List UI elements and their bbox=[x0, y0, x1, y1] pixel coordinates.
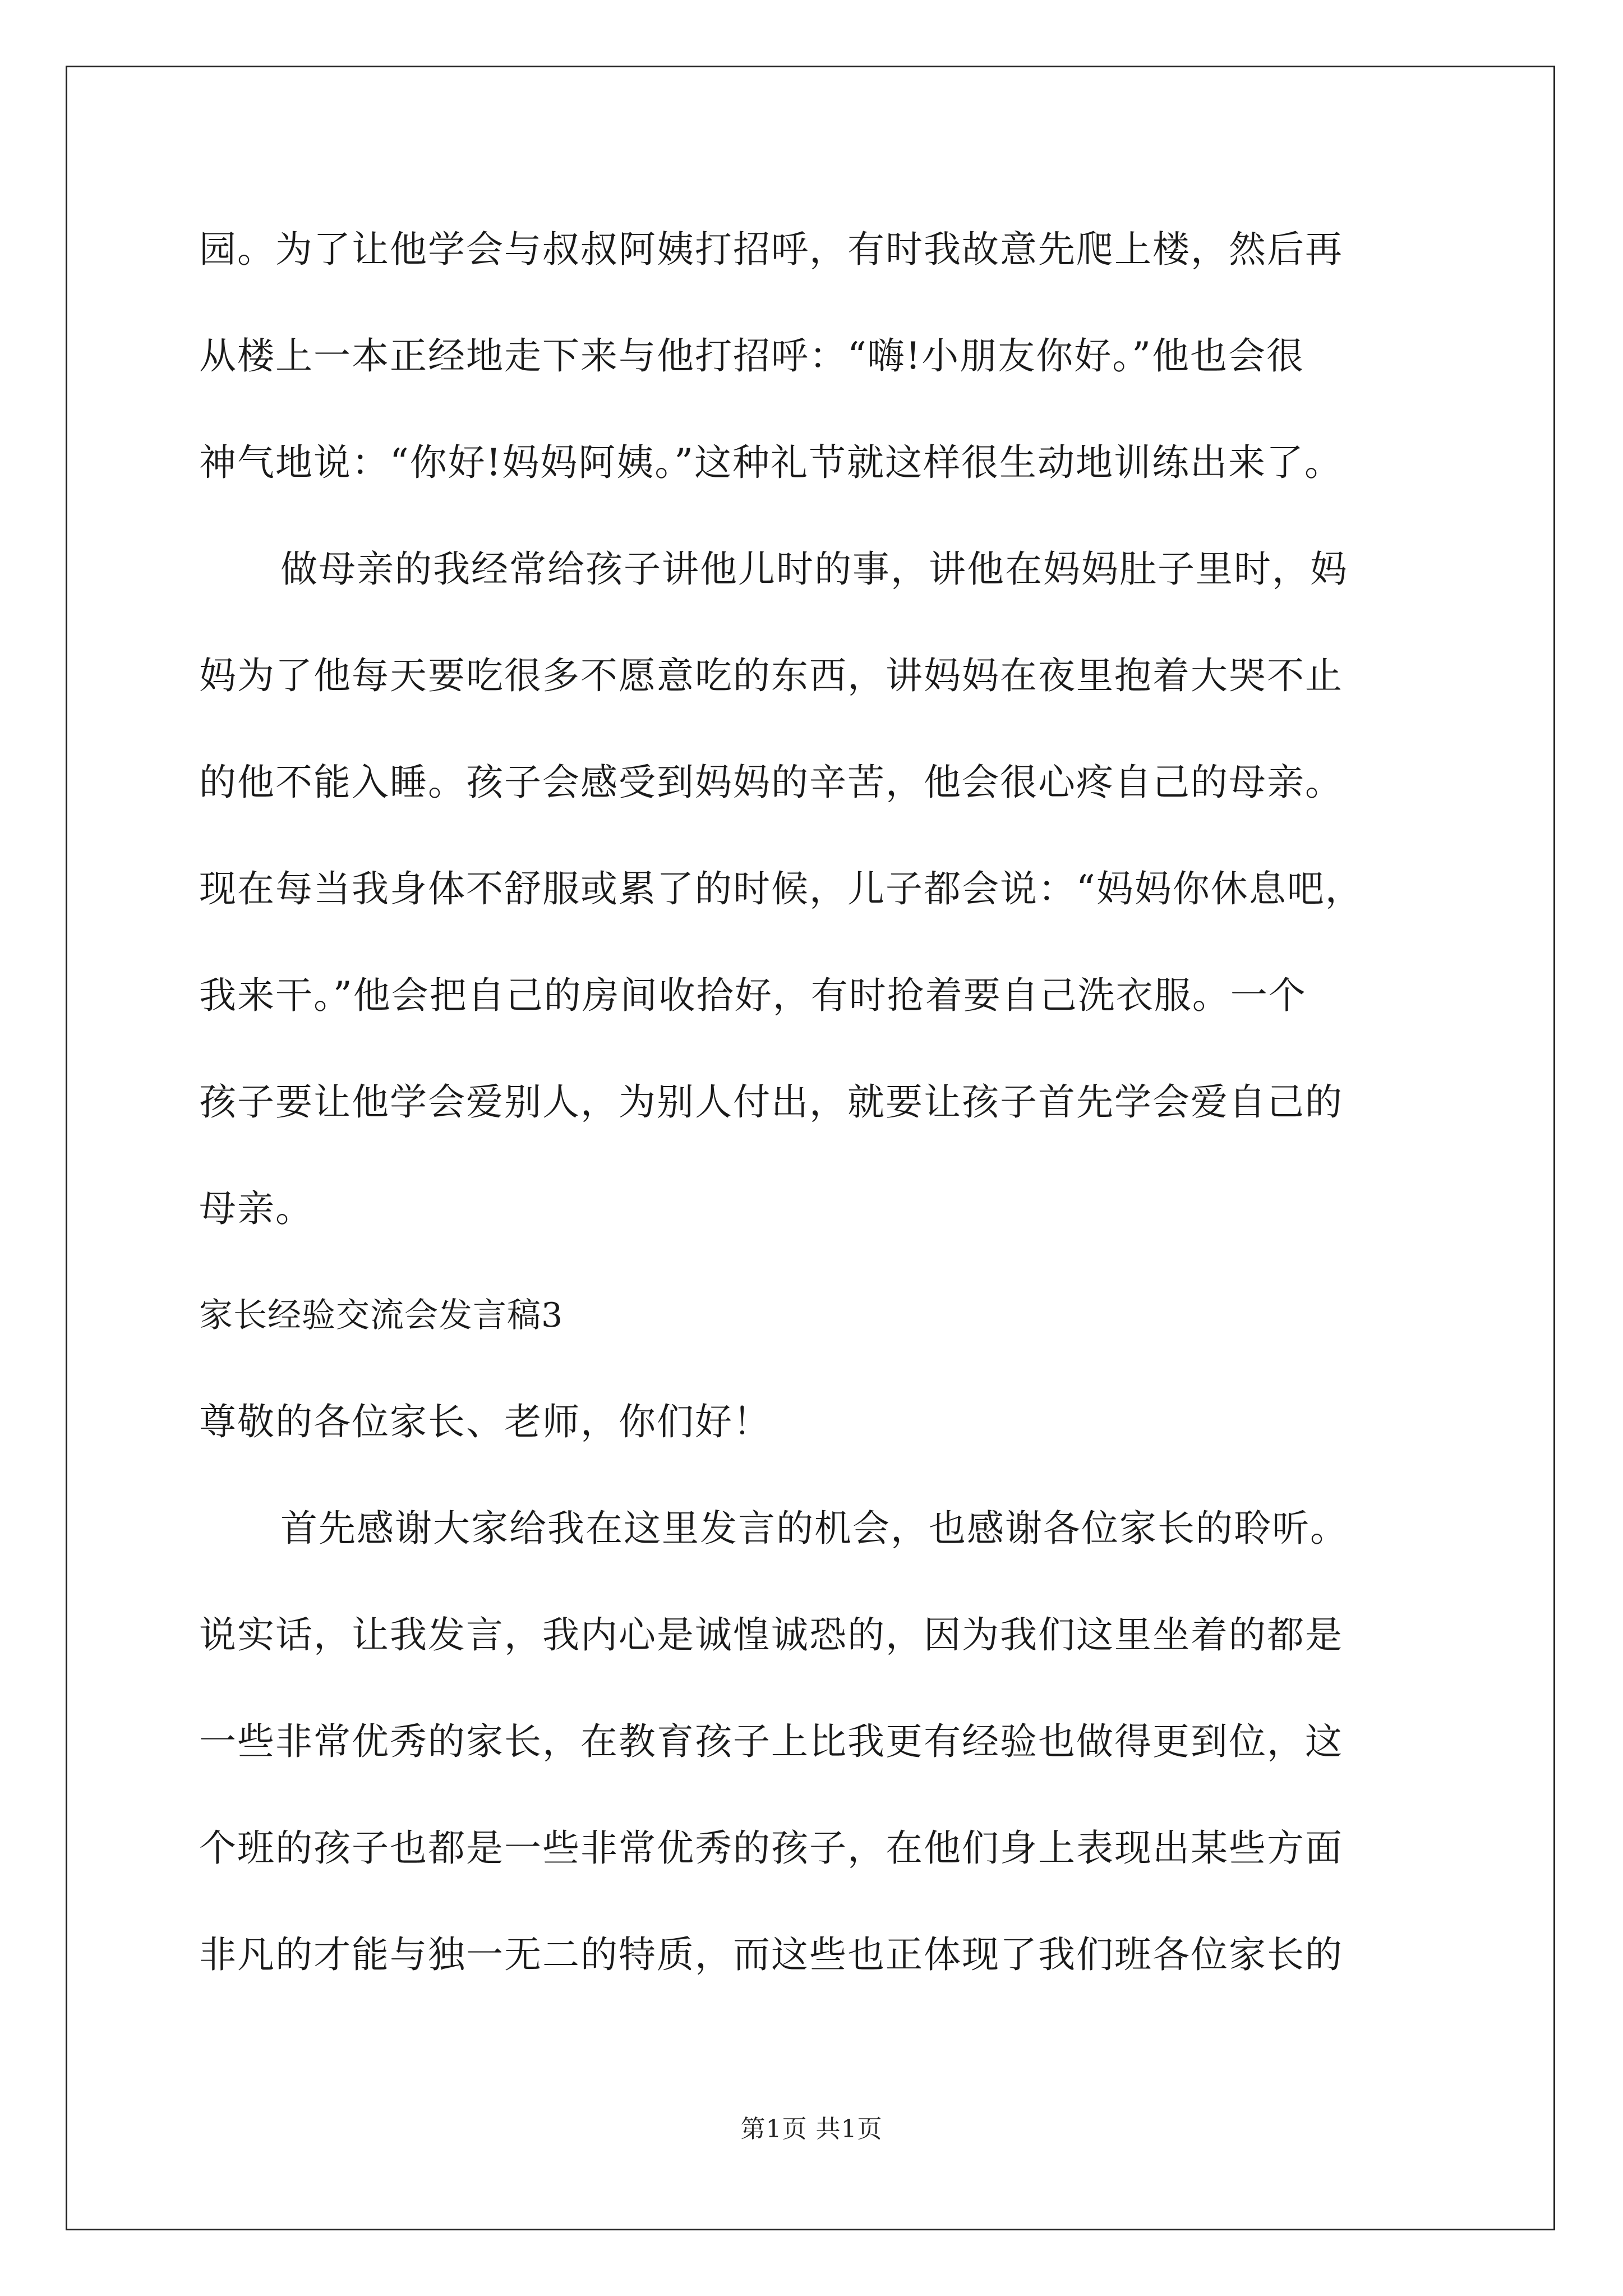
paragraph-line: 个班的孩子也都是一些非常优秀的孩子，在他们身上表现出某些方面 bbox=[199, 1826, 1343, 1870]
paragraph-line: 首先感谢大家给我在这里发言的机会，也感谢各位家长的聆听。 bbox=[280, 1507, 1348, 1550]
paragraph-line: 的他不能入睡。孩子会感受到妈妈的辛苦，他会很心疼自己的母亲。 bbox=[199, 761, 1343, 804]
paragraph-line: 孩子要让他学会爱别人，为别人付出，就要让孩子首先学会爱自己的 bbox=[199, 1080, 1343, 1124]
paragraph-line: 神气地说：“你好!妈妈阿姨。”这种礼节就这样很生动地训练出来了。 bbox=[199, 441, 1343, 484]
paragraph-line: 从楼上一本正经地走下来与他打招呼：“嗨!小朋友你好。”他也会很 bbox=[199, 334, 1305, 378]
paragraph-line: 妈为了他每天要吃很多不愿意吃的东西，讲妈妈在夜里抱着大哭不止 bbox=[199, 654, 1343, 697]
page-border bbox=[66, 66, 1555, 2230]
paragraph-line: 我来干。”他会把自己的房间收拾好，有时抢着要自己洗衣服。一个 bbox=[199, 974, 1307, 1017]
page-number-footer: 第1页 共1页 bbox=[740, 2115, 883, 2143]
paragraph-line: 现在每当我身体不舒服或累了的时候，儿子都会说：“妈妈你休息吧， bbox=[199, 867, 1363, 910]
paragraph-line: 母亲。 bbox=[199, 1187, 313, 1230]
paragraph-line: 非凡的才能与独一无二的特质，而这些也正体现了我们班各位家长的 bbox=[199, 1933, 1343, 1976]
paragraph-line: 做母亲的我经常给孩子讲他儿时的事，讲他在妈妈肚子里时，妈 bbox=[280, 547, 1348, 591]
paragraph-line: 说实话，让我发言，我内心是诚惶诚恐的，因为我们这里坐着的都是 bbox=[199, 1613, 1343, 1657]
section-heading: 家长经验交流会发言稿3 bbox=[199, 1296, 564, 1335]
paragraph-line: 园。为了让他学会与叔叔阿姨打招呼，有时我故意先爬上楼，然后再 bbox=[199, 228, 1343, 271]
paragraph-line: 一些非常优秀的家长，在教育孩子上比我更有经验也做得更到位，这 bbox=[199, 1720, 1343, 1763]
salutation-line: 尊敬的各位家长、老师，你们好！ bbox=[199, 1400, 771, 1443]
